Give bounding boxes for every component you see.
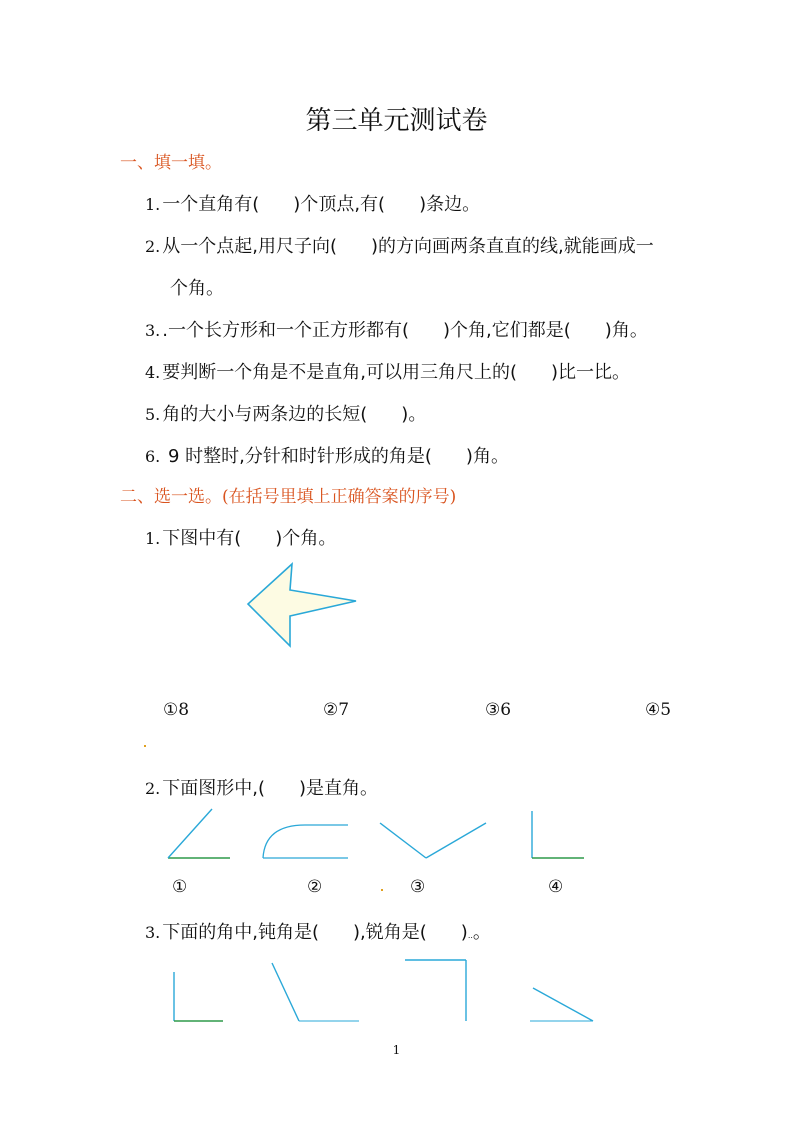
question-1-3: 3. .一个长方形和一个正方形都有( )个角,它们都是( )角。	[145, 320, 648, 341]
option-2-2-b: ②	[307, 877, 323, 897]
question-1-4: 4. 要判断一个角是不是直角,可以用三角尺上的( )比一比。	[145, 362, 631, 383]
question-2-3: 3. 下面的角中,钝角是( ),锐角是( )..。	[145, 922, 491, 943]
question-1-2-continuation: 个角。	[170, 278, 224, 299]
question-1-2: 2. 从一个点起,用尺子向( )的方向画两条直直的线,就能画成一	[145, 236, 654, 257]
top-right-angle-figure	[405, 960, 466, 1021]
v-angle-figure	[380, 823, 486, 858]
acute-angle-figure	[168, 809, 230, 858]
question-2-1: 1. 下图中有( )个角。	[145, 528, 337, 549]
section-2-heading: 二、选一选。(在括号里填上正确答案的序号)	[120, 487, 457, 507]
option-2-2-d: ④	[548, 877, 564, 897]
option-2-2-a: ①	[172, 877, 188, 897]
right-angle-figure	[532, 811, 584, 858]
option-2-1-c: ③6	[485, 700, 512, 720]
curved-figure	[263, 825, 348, 858]
acute-angle-figure-2	[530, 988, 593, 1021]
option-2-1-b: ②7	[323, 700, 350, 720]
section-1-heading: 一、填一填。	[120, 153, 222, 173]
question-1-5: 5. 角的大小与两条边的长短( )。	[145, 404, 427, 425]
page-title: 第三单元测试卷	[305, 106, 488, 136]
angle-figures-row-1	[160, 805, 600, 867]
angle-figures-row-2	[165, 955, 605, 1027]
option-2-1-d: ④5	[645, 700, 672, 720]
question-1-6: 6. 9 时整时,分针和时针形成的角是( )角。	[145, 446, 509, 467]
option-2-2-c: ③	[410, 877, 426, 897]
option-2-1-a: ①8	[163, 700, 190, 720]
obtuse-angle-figure	[272, 963, 359, 1021]
right-angle-figure-2	[174, 972, 223, 1021]
question-2-2: 2. 下面图形中,( )是直角。	[145, 778, 379, 799]
arrow-figure	[240, 558, 370, 653]
question-1-1: 1. 一个直角有( )个顶点,有( )条边。	[145, 194, 481, 215]
page-number: 1	[392, 1043, 401, 1057]
